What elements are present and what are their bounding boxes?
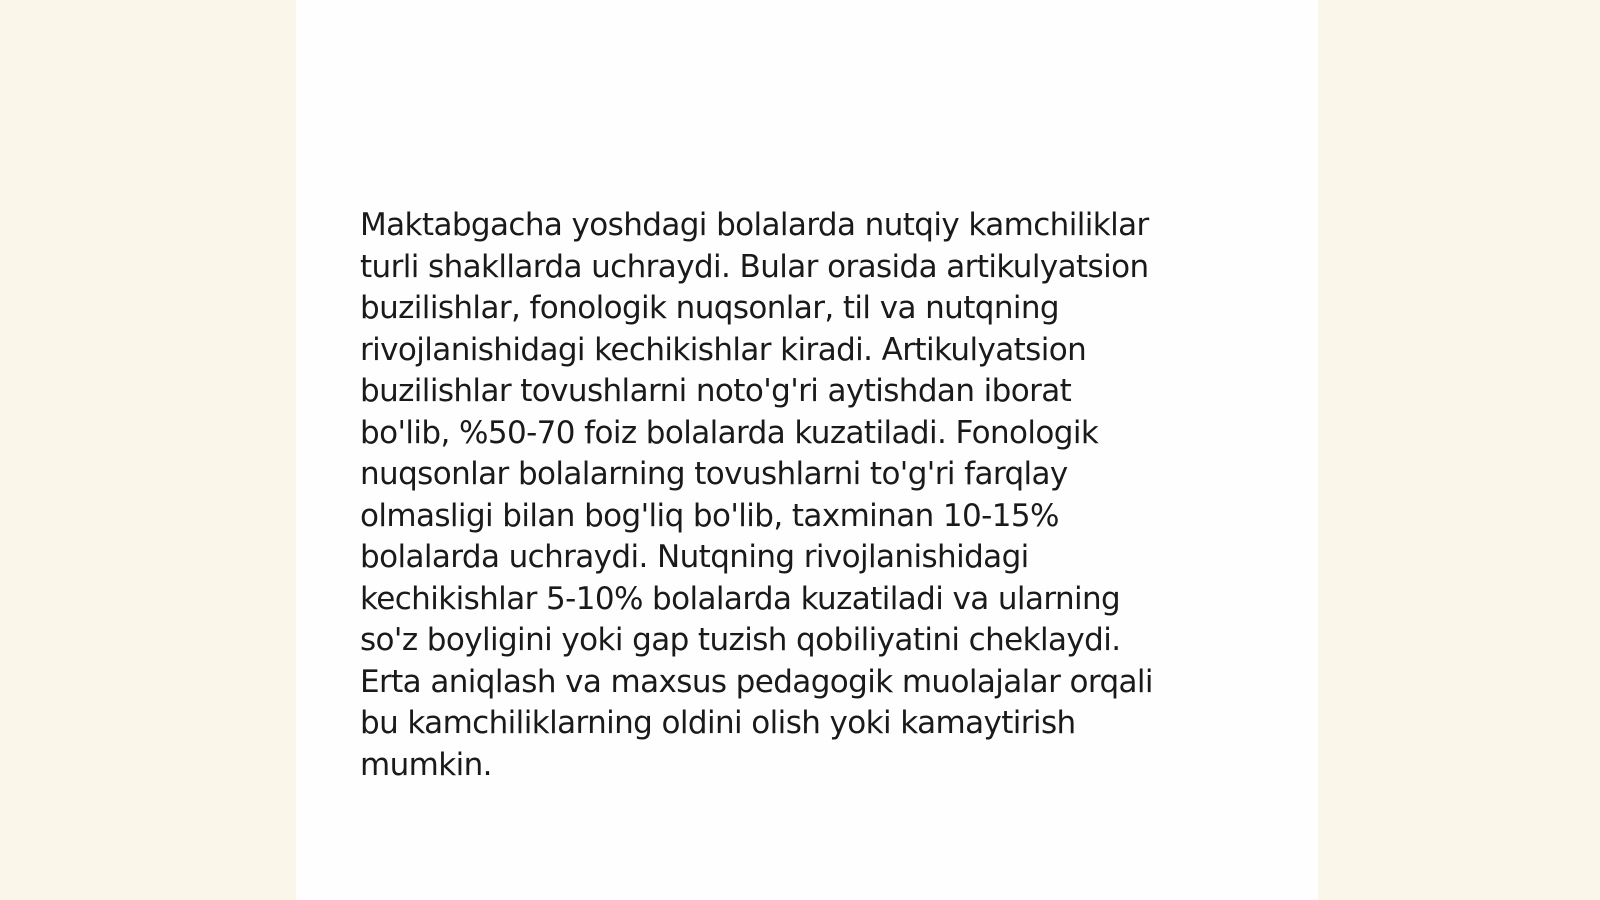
text-line: buzilishlar, fonologik nuqsonlar, til va nutqning xyxy=(360,290,1060,326)
text-line: turli shakllarda uchraydi. Bular orasida artikulyatsion xyxy=(360,248,1149,285)
text-line: so'z boyligini yoki gap tuzish qobiliyatini cheklaydi. xyxy=(360,622,1121,658)
text-line: mumkin. xyxy=(360,746,492,783)
text-line: rivojlanishidagi kechikishlar kiradi. Artikulyatsion xyxy=(360,331,1087,368)
left-margin-background xyxy=(0,0,296,900)
text-line: bolalarda uchraydi. Nutqning rivojlanishidagi xyxy=(360,539,1029,575)
text-line: olmasligi bilan bog'liq bo'lib, taxminan 10-15% xyxy=(360,497,1059,534)
text-line: Erta aniqlash va maxsus pedagogik muolajalar orqali xyxy=(360,663,1153,700)
text-line: buzilishlar tovushlarni noto'g'ri aytishdan iborat xyxy=(360,373,1072,409)
text-line: nuqsonlar bolalarning tovushlarni to'g'ri farqlay xyxy=(360,456,1068,492)
text-line: kechikishlar 5-10% bolalarda kuzatiladi va ularning xyxy=(360,580,1121,617)
right-margin-background xyxy=(1318,0,1600,900)
text-line: Maktabgacha yoshdagi bolalarda nutqiy kamchiliklar xyxy=(360,207,1149,243)
text-line: bo'lib, %50-70 foiz bolalarda kuzatiladi. Fonologik xyxy=(360,414,1099,451)
body-paragraph xyxy=(360,205,1230,786)
text-line: bu kamchiliklarning oldini olish yoki kamaytirish xyxy=(360,705,1076,741)
